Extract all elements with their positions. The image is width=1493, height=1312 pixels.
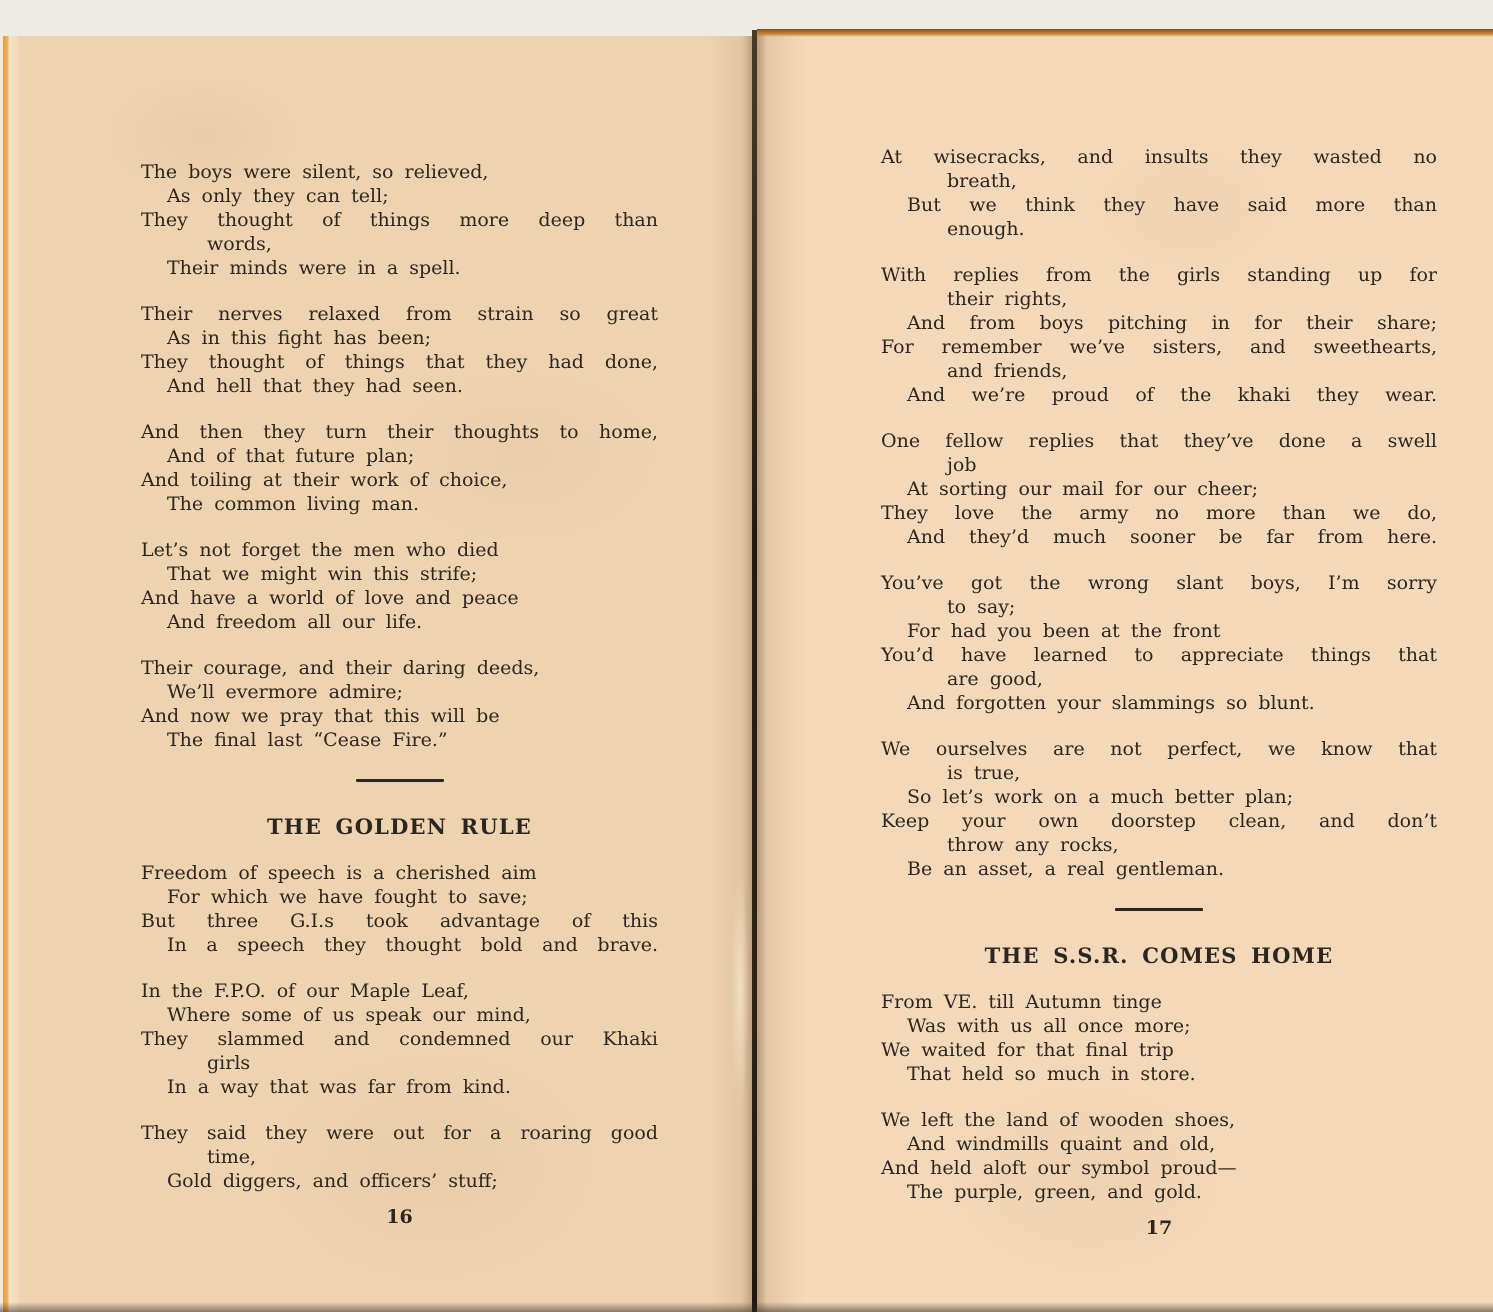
poem-continued-from-previous-page [141,160,658,752]
poem-line: They said they were out for a roaring good [141,1122,658,1144]
poem-line: their rights, [947,288,1068,310]
poem-line: They thought of things more deep than [141,209,658,231]
gutter-crease-highlight [731,876,749,1106]
poem-line: is true, [947,762,1021,784]
poem-line: girls [207,1052,251,1074]
poem-line: Let’s not forget the men who died [141,539,499,561]
stanza [141,538,658,634]
poem-line: to say; [947,596,1016,618]
poem-line: They love the army no more than we do, [881,502,1437,524]
left-page-text-column [141,160,658,1229]
poem-ssr-comes-home [881,990,1437,1204]
poem-line: We left the land of wooden shoes, [881,1109,1236,1131]
poem-line: In a speech they thought bold and brave. [167,934,658,956]
stanza [881,571,1437,715]
poem-line: You’ve got the wrong slant boys, I’m sorry [881,572,1437,594]
section-divider [356,779,444,782]
poem-line: As in this fight has been; [167,327,431,349]
poem-line: For which we have fought to save; [167,886,528,908]
right-page-text-column [881,145,1437,1240]
poem-line: The purple, green, and gold. [907,1181,1202,1203]
stanza [881,990,1437,1086]
poem-line: You’d have learned to appreciate things that [881,644,1437,666]
poem-line: And from boys pitching in for their share; [907,312,1437,334]
poem-line: For remember we’ve sisters, and sweethearts, [881,336,1437,358]
poem-line: At sorting our mail for our cheer; [907,478,1259,500]
poem-line: And then they turn their thoughts to home, [141,421,658,443]
stanza [141,979,658,1099]
poem-line: That we might win this strife; [167,563,478,585]
poem-line: Their nerves relaxed from strain so great [141,303,658,325]
stanza [881,263,1437,407]
stanza [141,302,658,398]
poem-line: And they’d much sooner be far from here. [907,526,1437,548]
poem-line: Where some of us speak our mind, [167,1004,531,1026]
poem-line: At wisecracks, and insults they wasted no [881,146,1437,168]
poem-line: enough. [947,218,1025,240]
poem-line: And we’re proud of the khaki they wear. [907,384,1437,406]
poem-line: The final last “Cease Fire.” [167,729,448,751]
poem-line: job [947,454,977,476]
poem-line: And windmills quaint and old, [907,1133,1216,1155]
poem-line: So let’s work on a much better plan; [907,786,1294,808]
poem-line: Be an asset, a real gentleman. [907,858,1224,880]
stanza [141,1121,658,1193]
section-heading-ssr-comes-home: THE S.S.R. COMES HOME [984,943,1334,968]
poem-line: breath, [947,170,1017,192]
poem-line: Their courage, and their daring deeds, [141,657,540,679]
poem-line: They thought of things that they had done, [141,351,658,373]
section-divider [1115,908,1203,911]
poem-line: With replies from the girls standing up for [881,264,1437,286]
page-number-left: 16 [386,1206,413,1228]
poem-line: Keep your own doorstep clean, and don’t [881,810,1437,832]
poem-line: and friends, [947,360,1068,382]
section-heading-golden-rule: THE GOLDEN RULE [266,814,533,839]
poem-line: Freedom of speech is a cherished aim [141,862,537,884]
poem-golden-rule-continued [881,145,1437,881]
poem-line: They slammed and condemned our Khaki [141,1028,658,1050]
stanza [141,420,658,516]
poem-line: But we think they have said more than [907,194,1437,216]
poem-line: For had you been at the front [907,620,1221,642]
poem-line: The common living man. [167,493,420,515]
poem-line: are good, [947,668,1043,690]
right-page [757,29,1493,1312]
poem-line: The boys were silent, so relieved, [141,161,489,183]
poem-line: From VE. till Autumn tinge [881,991,1162,1013]
poem-golden-rule [141,861,658,1193]
poem-line: Was with us all once more; [907,1015,1191,1037]
poem-line: We’ll evermore admire; [167,681,403,703]
stanza [141,656,658,752]
poem-line: And now we pray that this will be [141,705,500,727]
poem-line: As only they can tell; [167,185,389,207]
stanza [881,737,1437,881]
poem-line: That held so much in store. [907,1063,1196,1085]
left-page [3,36,752,1312]
poem-line: And freedom all our life. [167,611,423,633]
poem-line: And forgotten your slammings so blunt. [907,692,1315,714]
poem-line: And hell that they had seen. [167,375,463,397]
poem-line: And of that future plan; [167,445,415,467]
stanza [881,429,1437,549]
stanza [141,160,658,280]
poem-line: We waited for that final trip [881,1039,1174,1061]
poem-line: And held aloft our symbol proud— [881,1157,1237,1179]
poem-line: One fellow replies that they’ve done a swell [881,430,1437,452]
poem-line: Gold diggers, and officers’ stuff; [167,1170,498,1192]
poem-line: We ourselves are not perfect, we know that [881,738,1437,760]
stanza [141,861,658,957]
poem-line: And toiling at their work of choice, [141,469,508,491]
poem-line: Their minds were in a spell. [167,257,461,279]
poem-line: throw any rocks, [947,834,1119,856]
poem-line: In the F.P.O. of our Maple Leaf, [141,980,469,1002]
poem-line: words, [207,233,272,255]
poem-line: In a way that was far from kind. [167,1076,511,1098]
stanza [881,145,1437,241]
page-number-right: 17 [1145,1217,1173,1239]
poem-line: But three G.I.s took advantage of this [141,910,658,932]
poem-line: And have a world of love and peace [141,587,519,609]
stanza [881,1108,1437,1204]
poem-line: time, [207,1146,257,1168]
